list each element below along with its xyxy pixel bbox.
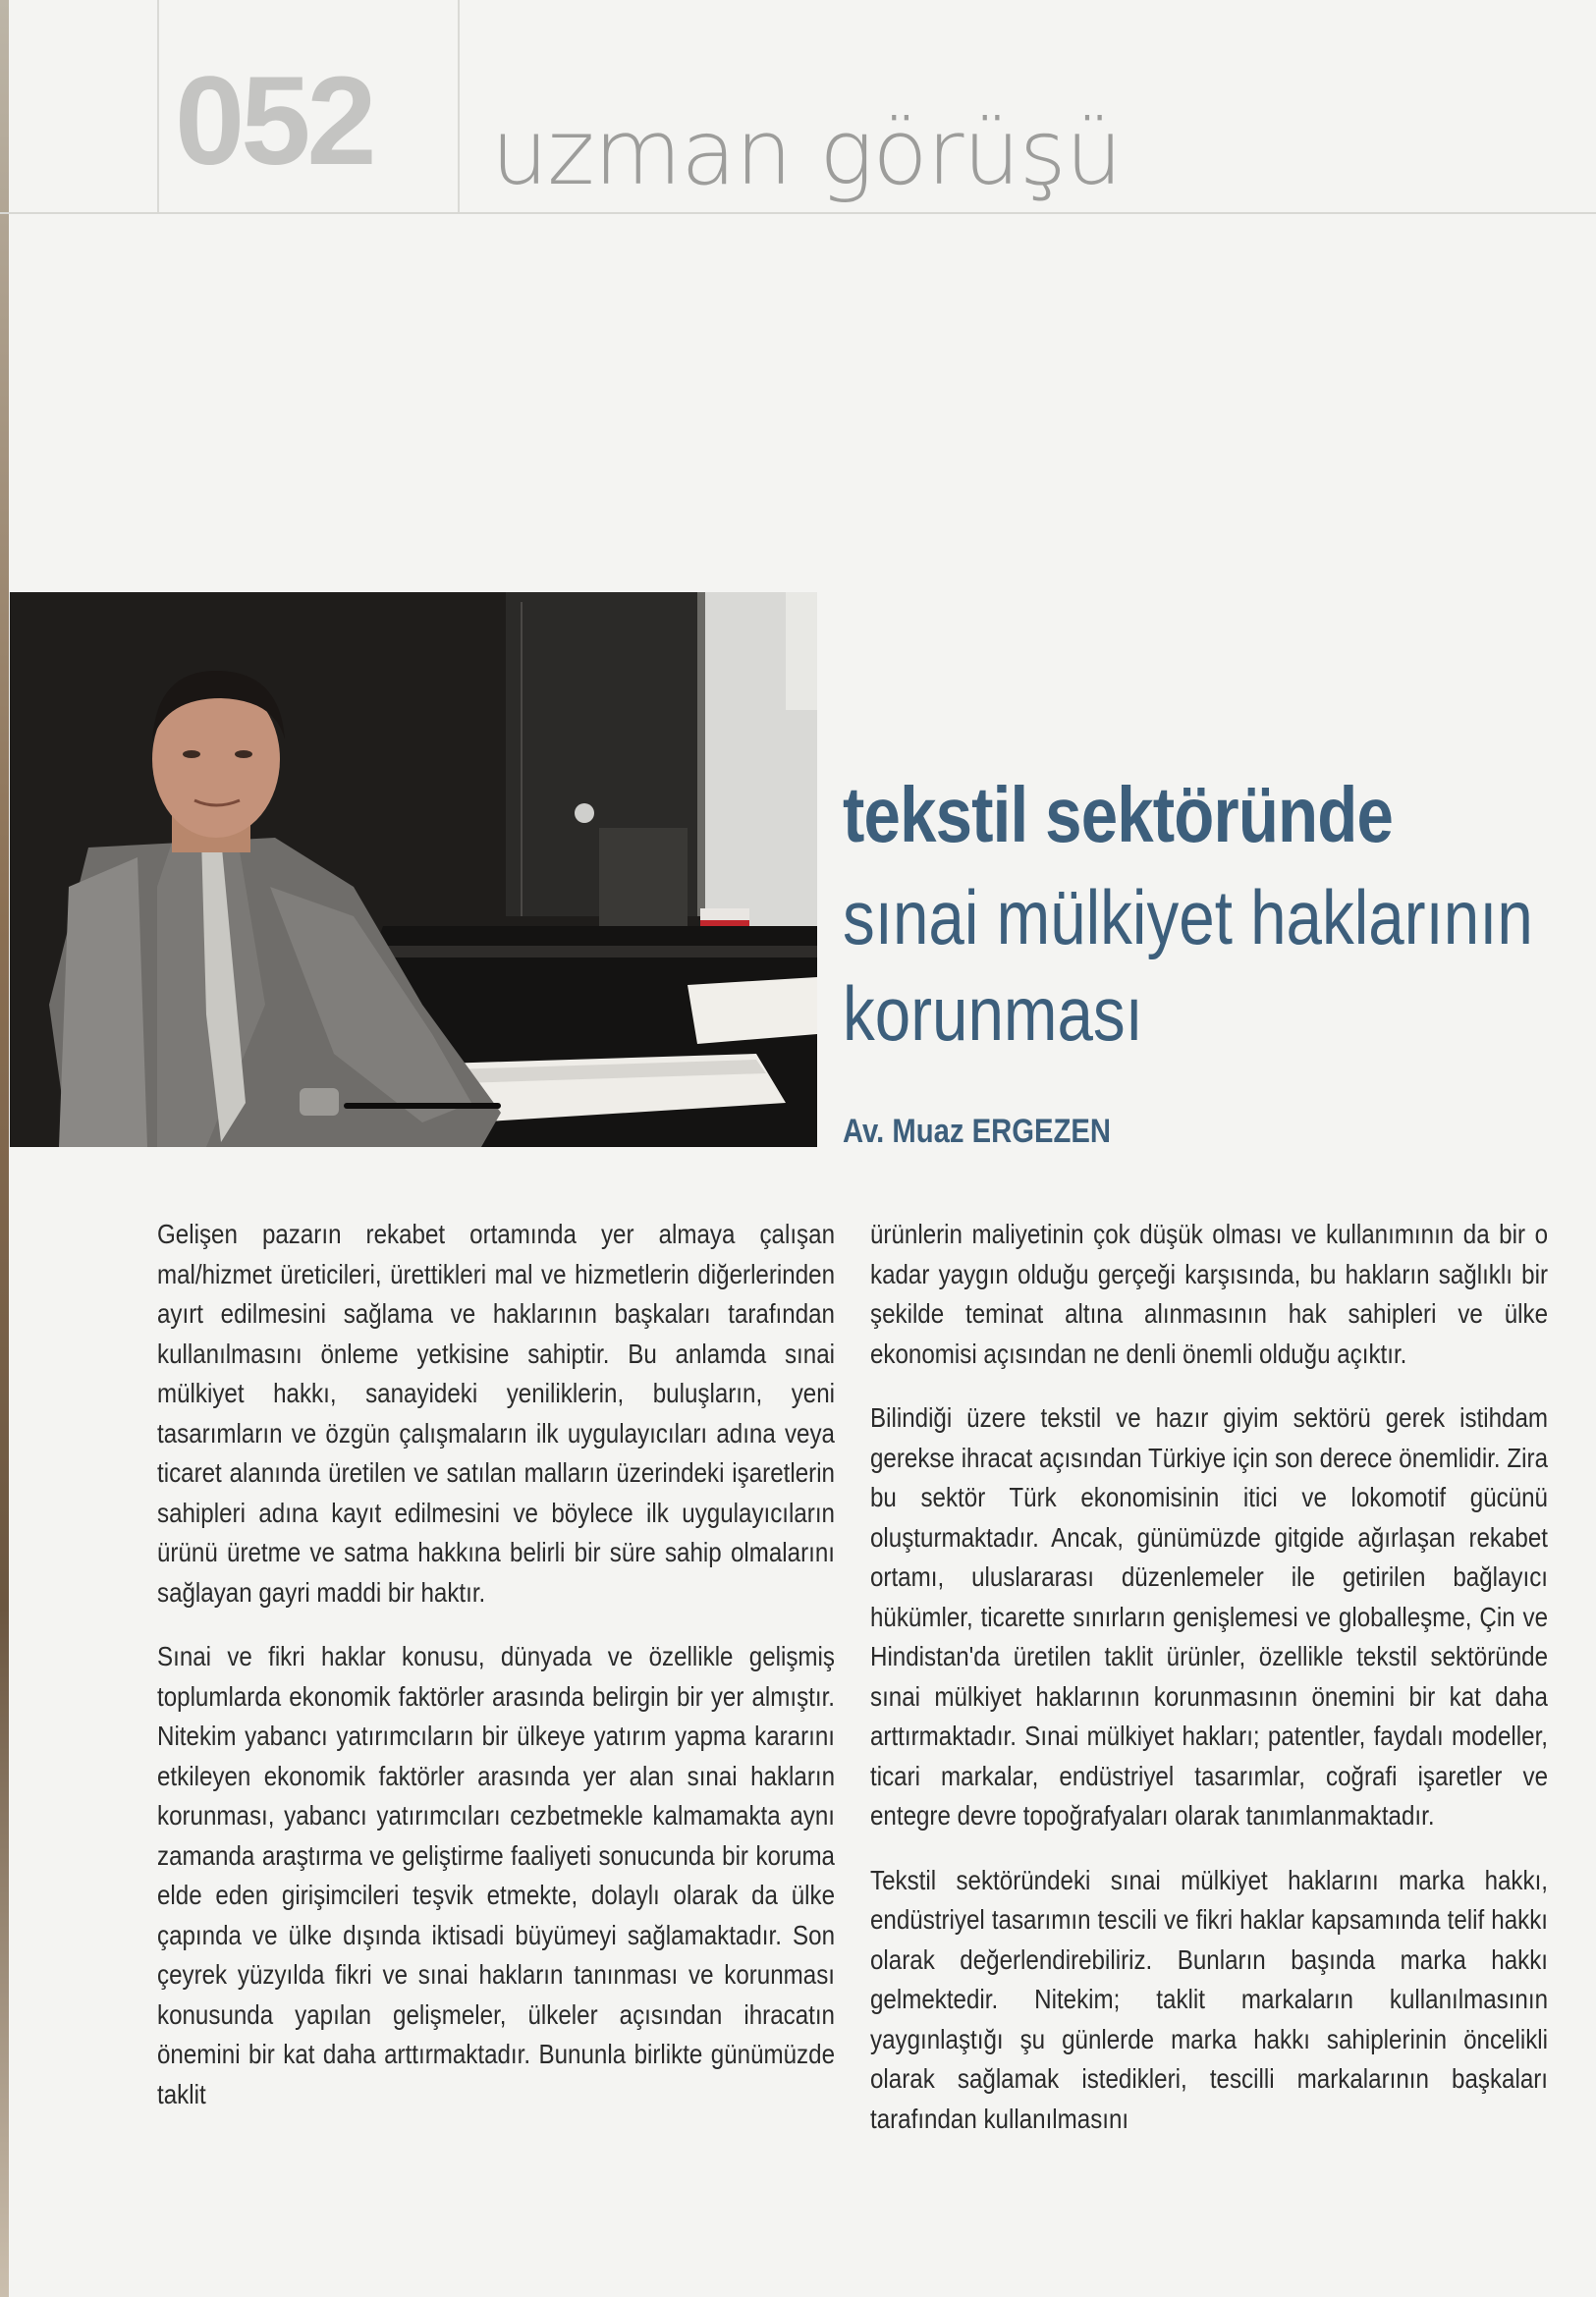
article-headline-line2: sınai mülkiyet haklarının — [843, 874, 1533, 960]
binding-strip — [0, 0, 9, 2297]
author-photo — [10, 592, 817, 1147]
paragraph: Gelişen pazarın rekabet ortamında yer almaya çalışan mal/hizmet üreticileri, ürettikleri mal ve hizmetlerin diğerlerinden ayırt edilmesini sağlama ve haklarının başkaları tarafından kullanılmasını önleme yetkisine sahiptir. Bu anlamda sınai mülkiyet hakkı, sanayideki yeniliklerin, buluşların, yeni tasarımların ve özgün çalışmaların ilk uygulayıcıları adına veya ticaret alanında üretilen ve satılan malların üzerindeki işaretlerin sahipleri adına kayıt edilmesini ve böylece ilk uygulayıcıların ürünü üretme ve satma hakkına belirli bir süre sahip olmalarını sağlayan gayri maddi bir haktır. — [157, 1219, 835, 1608]
author-photo-illustration — [10, 592, 817, 1147]
header-divider-left — [157, 0, 159, 214]
article-headline-line1: tekstil sektöründe — [843, 771, 1393, 858]
section-title: uzman görüşü — [491, 100, 1123, 205]
page-number: 052 — [175, 51, 373, 191]
paragraph: ürünlerin maliyetinin çok düşük olması ve kullanımının da bir o kadar yaygın olduğu gerçeği karşısında, bu hakların sağlıklı bir şekilde teminat altına alınmasının hak sahipleri ve ülke ekonomisi açısından ne denli önemli olduğu açıktır. — [870, 1219, 1548, 1369]
article-column-right — [870, 1215, 1548, 2163]
paragraph: Tekstil sektöründeki sınai mülkiyet haklarını marka hakkı, endüstriyel tasarımın tescili ve fikri haklar kapsamında telif hakkı olarak değerlendirebiliriz. Bunların başında marka hakkı gelmektedir. Nitekim; taklit markaların kullanılmasının yaygınlaştığı şu günlerde marka hakkı sahiplerinin öncelikli olarak sağlamak istedikleri, tescilli markalarının başkaları tarafından kullanılmasını — [870, 1864, 1548, 2134]
article-column-left — [157, 1215, 835, 2139]
header-rule — [0, 212, 1596, 214]
article-headline-line3: korunması — [843, 970, 1143, 1057]
page-header — [0, 0, 1596, 214]
paragraph: Sınai ve fikri haklar konusu, dünyada ve özellikle gelişmiş toplumlarda ekonomik faktörler arasında belirgin bir yer almıştır. Nitekim yabancı yatırımcıların bir ülkeye yatırım yapma kararını etkileyen ekonomik faktörler arasında yer alan sınai hakların korunması, yabancı yatırımcıları cezbetmekle kalmamakta aynı zamanda araştırma ve geliştirme faaliyeti sonucunda bir koruma elde eden girişimcileri teşvik etmekte, dolaylı olarak da ülke çapında ve ülke dışında iktisadi büyümeyi sağlamaktadır. Son çeyrek yüzyılda fikri ve sınai hakların tanınması ve korunması konusunda yapılan gelişmeler, ülkeler açısından ihracatın önemini bir kat daha arttırmaktadır. Bununla birlikte günümüzde taklit — [157, 1641, 835, 2109]
article-author: Av. Muaz ERGEZEN — [843, 1113, 1111, 1150]
header-divider-right — [458, 0, 460, 214]
paragraph: Bilindiği üzere tekstil ve hazır giyim sektörü gerek istihdam gerekse ihracat açısından Türkiye için son derece önemlidir. Zira bu sektör Türk ekonomisinin itici ve lokomotif gücünü oluşturmaktadır. Ancak, günümüzde gitgide ağırlaşan rekabet ortamı, uluslararası düzenlemeler ile getirilen bağlayıcı hükümler, ticarette sınırların genişlemesi ve globalleşme, Çin ve Hindistan'da üretilen taklit ürünler, özellikle tekstil sektöründe sınai mülkiyet haklarının korunmasının önemini bir kat daha arttırmaktadır. Sınai mülkiyet hakları; patentler, faydalı modeller, ticari markalar, endüstriyel tasarımlar, coğrafi işaretler ve entegre devre topoğrafyaları olarak tanımlanmaktadır. — [870, 1402, 1548, 1831]
